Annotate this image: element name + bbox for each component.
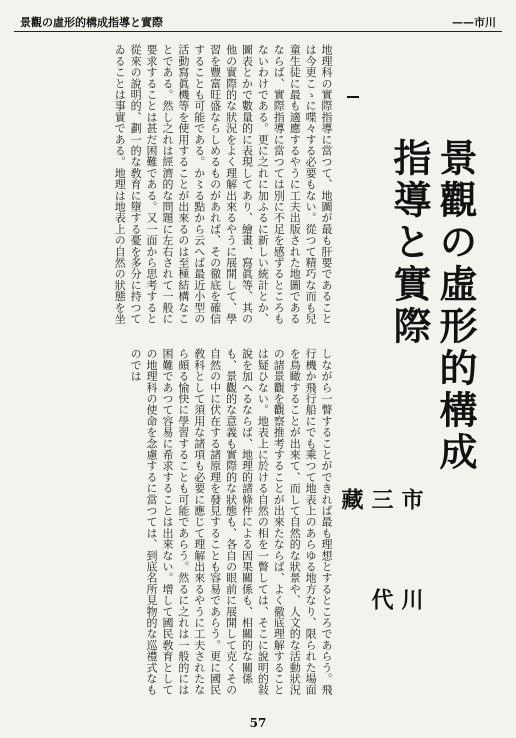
running-header — [14, 8, 502, 32]
section-number-mark — [347, 96, 359, 98]
running-header-author: ——市川 — [452, 16, 496, 29]
running-header-title: 景觀の虛形的構成指導と實際 — [20, 16, 163, 29]
body-text-upper: 地理科の實際指導に當つて、地圖が最も肝要であることは今更こゝに喋々する必要もない。從つて精巧な而も兒童生徒に最も適應するやうに工夫出版された地圖であるならば、實際指導に當つては別に不足を感ずるところもないわけである。更に之れに加ふるに新しい統計とか、圖表とかで數量的に表現してあり、繪畫、寫眞等、其の他の實際的な狀況をよく理解出來るやうに展開して、學習を豐富旺盛ならしめるものがあれば、その徹底を確信することも可能である。か〻る點から云へば最近小型の活動寫眞機等を使用することが出來るのは至極結構なことである。然し之れは經濟的な問題に左右されて一般に要求することは甚だ困難である。又一面から思考すると從來の說明的、劃一的な敎育に墮する憂を多分に持つてゐることは事實である。地理は地表上の自然の狀態を坐 — [113, 44, 333, 324]
body-text-lower: しながら一瞥することができれば最も理想とするところであらう。飛行機か飛行船にでも乘つて地表上のあらゆる地方なり、限られた場面を鳥瞰することが出來て、而して自然的な狀景や、人文的な活動狀況の諸景觀を觀察推考することが出來たならば、よく徹底理解することは疑ひない。地表上に於ける自然の相を一瞥しては、そこに說明的敍說を加へるならば、地理的諸條件による因果關係も、相關的な關係も、景觀的な意義も實際的な狀態も、各自の眼前に展開して克くその自然の中に伏在する諸原理を發見することも容易であらう。更に國民敎科として須用な諸項も必要に應じて理解出來るやうに工夫されたなら頗る愉快に學習することも可能であらう。然るに之れは一般的には困難であつて容易に希求することは出來ない。增して國民敎育としての地理科の使命を念慮するに當つては、到底名所見物的な巡禮式なものでは — [129, 348, 333, 696]
header-rule — [14, 31, 502, 32]
article-title: 景觀の虛形的構成指導と實際 — [387, 138, 478, 474]
page-number: 57 — [249, 716, 267, 730]
article-author: 市 川 三 代 藏 — [338, 488, 424, 688]
